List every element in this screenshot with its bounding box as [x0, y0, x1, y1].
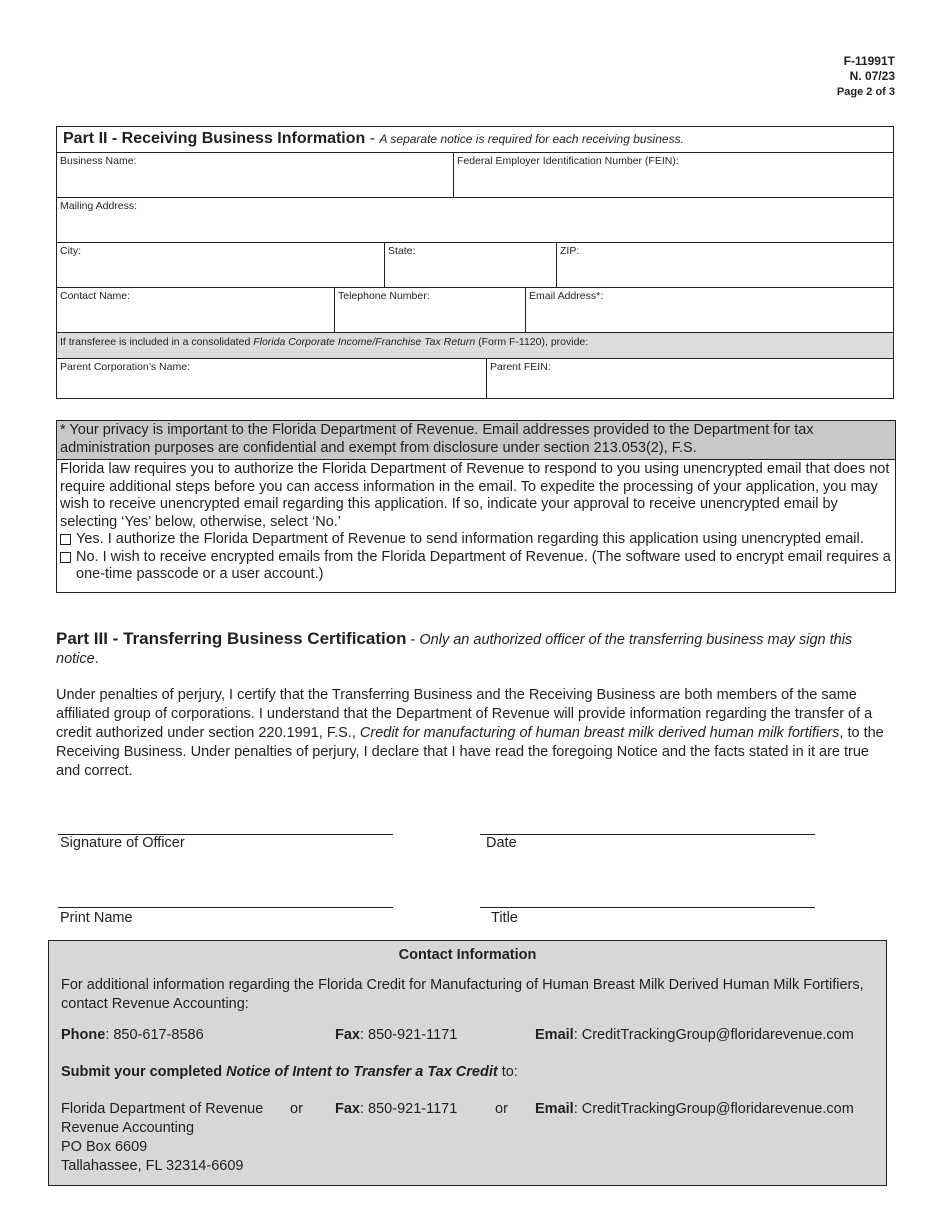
privacy-body [57, 460, 895, 592]
row-business [57, 153, 893, 198]
row-contact [57, 288, 893, 333]
option-no[interactable] [60, 549, 892, 584]
form-revision: N. 07/23 [849, 69, 895, 83]
mailing-address-block [61, 1100, 263, 1176]
or-2: or [495, 1101, 508, 1117]
fax-info [335, 1026, 457, 1045]
date-label: Date [486, 835, 517, 851]
option-no-label: No. I wish to receive encrypted emails from the Florida Department of Revenue. (The software used to encrypt email requires a one-time passcode or a user account.) [76, 548, 891, 582]
address-line-3: PO Box 6609 [61, 1139, 148, 1155]
mailing-address-label: Mailing Address: [60, 200, 138, 212]
parent-name-field[interactable] [57, 359, 487, 398]
submit-pre: Submit your completed [61, 1064, 227, 1080]
email-value: : CreditTrackingGroup@floridarevenue.com [573, 1027, 854, 1043]
city-field[interactable] [57, 243, 385, 287]
fein-field[interactable] [454, 153, 893, 197]
city-label: City: [60, 245, 81, 257]
consolidated-note-post: (Form F-1120), provide: [475, 336, 589, 348]
submit-fax-value: : 850-921-1171 [360, 1101, 458, 1117]
telephone-field[interactable] [335, 288, 526, 332]
business-name-field[interactable] [57, 153, 454, 197]
contact-info-box [48, 940, 887, 1186]
part3-note-end: . [94, 651, 99, 667]
option-yes[interactable] [60, 531, 892, 549]
date-line[interactable] [480, 834, 815, 835]
consolidated-note [57, 333, 893, 358]
submit-fax [335, 1100, 457, 1119]
part3-header [56, 629, 896, 669]
certification-text [56, 686, 896, 781]
privacy-notice: * Your privacy is important to the Florida Department of Revenue. Email addresses provided to the Department for tax administration purposes are confidential and exempt from disclosure under section 213.053(2), F.S. [57, 421, 895, 460]
zip-label: ZIP: [560, 245, 580, 257]
row-parent [57, 359, 893, 398]
no-checkbox[interactable] [60, 552, 71, 563]
parent-fein-label: Parent FEIN: [490, 361, 551, 373]
submit-email-label: Email [535, 1101, 574, 1117]
part2-separator: - [365, 130, 380, 147]
signature-label: Signature of Officer [60, 835, 185, 851]
contact-name-field[interactable] [57, 288, 335, 332]
row-city [57, 243, 893, 288]
part2-receiving-business [56, 126, 894, 399]
row-mailing [57, 198, 893, 243]
contact-name-label: Contact Name: [60, 290, 131, 302]
form-number: F-11991T [843, 54, 895, 68]
contact-title: Contact Information [398, 947, 537, 963]
consolidated-note-pre: If transferee is included in a consolidated [60, 336, 254, 348]
title-line[interactable] [480, 907, 815, 908]
print-name-label: Print Name [60, 910, 133, 926]
submit-post: to: [497, 1064, 518, 1080]
business-name-label: Business Name: [60, 155, 137, 167]
part2-title: Part II - Receiving Business Information [63, 130, 366, 147]
telephone-label: Telephone Number: [338, 290, 430, 302]
yes-checkbox[interactable] [60, 534, 71, 545]
contact-intro: For additional information regarding the Florida Credit for Manufacturing of Human Breast Milk Derived Human Milk Fortifiers, contact Revenue Accounting: [61, 977, 864, 1012]
phone-info [61, 1026, 204, 1045]
part2-header [57, 127, 893, 153]
address-line-1: Florida Department of Revenue [61, 1101, 264, 1117]
state-field[interactable] [385, 243, 557, 287]
parent-fein-field[interactable] [487, 359, 893, 398]
part2-note: A separate notice is required for each receiving business. [379, 132, 684, 146]
form-identifier [837, 54, 895, 100]
print-name-line[interactable] [58, 907, 393, 908]
certification-text-post: , to the Receiving Business. Under penalties of perjury, I declare that I have read the foregoing Notice and the facts stated in it are true and correct. [56, 725, 884, 779]
phone-value: : 850-617-8586 [105, 1027, 204, 1043]
part3-title: Part III - Transferring Business Certification [56, 629, 407, 648]
fax-label: Fax [335, 1027, 360, 1043]
part3-certification [56, 629, 896, 781]
state-label: State: [388, 245, 416, 257]
part3-note: Only an authorized officer of the transferring business may sign this notice [56, 632, 853, 667]
consolidated-note-italic: Florida Corporate Income/Franchise Tax Return [253, 336, 476, 348]
address-line-2: Revenue Accounting [61, 1120, 195, 1136]
part3-separator: - [406, 632, 420, 648]
submit-email-value: : CreditTrackingGroup@floridarevenue.com [573, 1101, 854, 1117]
email-label-contact: Email [535, 1027, 574, 1043]
privacy-body-text: Florida law requires you to authorize the Florida Department of Revenue to respond to you using unencrypted email that does not require additional steps before you can access information in the email. To expedite the processing of your application, you may wish to receive unencrypted email regarding this application. If so, indicate your approval to receive unencrypted email by selecting ‘Yes’ below, otherwise, select ‘No.’ [60, 461, 890, 530]
email-label: Email Address*: [529, 290, 604, 302]
certification-text-italic: Credit for manufacturing of human breast milk derived human milk fortifiers [359, 725, 840, 741]
submit-fax-label: Fax [335, 1101, 360, 1117]
certification-text-pre: Under penalties of perjury, I certify that the Transferring Business and the Receiving Business are both members of the same affiliated group of corporations. I understand that the Department of Revenue will provide information regarding the transfer of a credit authorized under section 220.1991, F.S., [56, 687, 873, 741]
parent-name-label: Parent Corporation’s Name: [60, 361, 190, 373]
fein-label: Federal Employer Identification Number (FEIN): [457, 155, 679, 167]
privacy-box [56, 420, 896, 593]
fax-value: : 850-921-1171 [360, 1027, 458, 1043]
submit-italic: Notice of Intent to Transfer a Tax Credit [226, 1064, 498, 1080]
option-yes-label: Yes. I authorize the Florida Department of Revenue to send information regarding this application using unencrypted email. [76, 531, 864, 547]
or-1: or [290, 1101, 303, 1117]
title-label: Title [491, 910, 518, 926]
submit-instruction [61, 1063, 518, 1082]
zip-field[interactable] [557, 243, 893, 287]
address-line-4: Tallahassee, FL 32314-6609 [61, 1158, 244, 1174]
phone-label: Phone [61, 1027, 106, 1043]
submit-email [535, 1100, 854, 1119]
mailing-address-field[interactable] [57, 198, 893, 242]
email-field[interactable] [526, 288, 893, 332]
page-number: Page 2 of 3 [836, 86, 895, 98]
email-info [535, 1026, 854, 1045]
row-consolidated-note [57, 333, 893, 359]
